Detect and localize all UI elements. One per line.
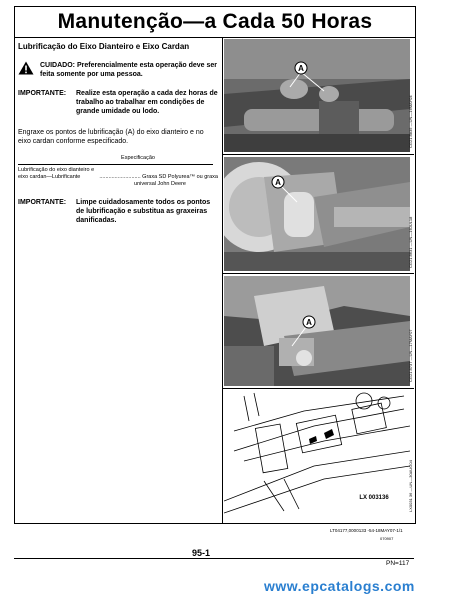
figure-code-4: LX0031 36 —UN—30AUG04 [408,460,413,512]
spec-item: eixo cardan—Lubrificante [18,174,81,180]
spec-value: Graxa SD Polyurea™ ou graxa [142,174,218,180]
figure-cardan-shaft [224,276,410,386]
spec-divider [18,164,213,165]
doc-date-code: 070907 [380,536,394,541]
figure-label: LX 003136 [359,495,389,501]
page-number: 95-1 [192,548,211,558]
footer-divider [14,558,414,559]
column-divider [222,37,223,524]
important-text-1: Realize esta operação a cada dez horas de trabalho ao trabalhar em condições de grande umidade ou lodo. [76,90,218,115]
callout-a-3: A [306,318,312,327]
figure-code-2: CG21 8631 —UN—16JUL18 [408,216,413,268]
callout-a-2: A [275,178,281,187]
important-text-2: Limpe cuidadosamente todos os pontos de lubrificação e substitua as graxeiras danificadas. [76,199,211,224]
callout-a-1: A [298,64,304,73]
warning-triangle-icon [18,61,34,75]
important-label-1: IMPORTANTE: [18,90,67,97]
spec-heading: Especificação [121,155,155,161]
caution-block [18,61,218,79]
important-block-1 [18,89,218,116]
text-column [18,42,218,237]
spec-line-1: Lubrificação do eixo dianteiro e [18,167,95,173]
page-header [14,6,416,38]
figure-code-3: CG21 8737 —UN—17MAY07 [408,329,413,382]
figure-divider [222,388,414,389]
caution-label: CUIDADO: [40,62,75,69]
caution-text: Preferencialmente esta operação deve ser feita somente por uma pessoa. [40,62,218,78]
doc-code: LT04177,0000133 -54-18MAY07-1/1 [330,528,403,533]
figure-line-drawing [224,391,410,514]
instruction-paragraph: Engraxe os pontos de lubrificação (A) do eixo dianteiro e no eixo cardan conforme especificado. [18,129,204,145]
page-title: Manutenção—a Cada 50 Horas [57,10,373,33]
important-block-2 [18,198,218,225]
figure-divider [222,154,414,155]
spec-line-3: universal John Deere [134,181,186,187]
pn-label: PN=117 [386,560,410,567]
figure-divider [222,273,414,274]
figure-code-1: CG21 8835 —UN—16MAY04 [408,95,413,148]
important-label-2: IMPORTANTE: [18,199,67,206]
watermark-link[interactable]: www.epcatalogs.com [264,578,415,594]
spec-table: Lubrificação do eixo dianteiro e eixo cardan—Lubrificante ........................... Graxa SD Polyurea™ ou graxa universal John Deere [18,167,218,187]
section-title: Lubrificação do Eixo Dianteiro e Eixo Cardan [18,42,190,51]
figure-front-axle-underside [224,39,410,152]
figure-front-axle-pivot [224,157,410,271]
